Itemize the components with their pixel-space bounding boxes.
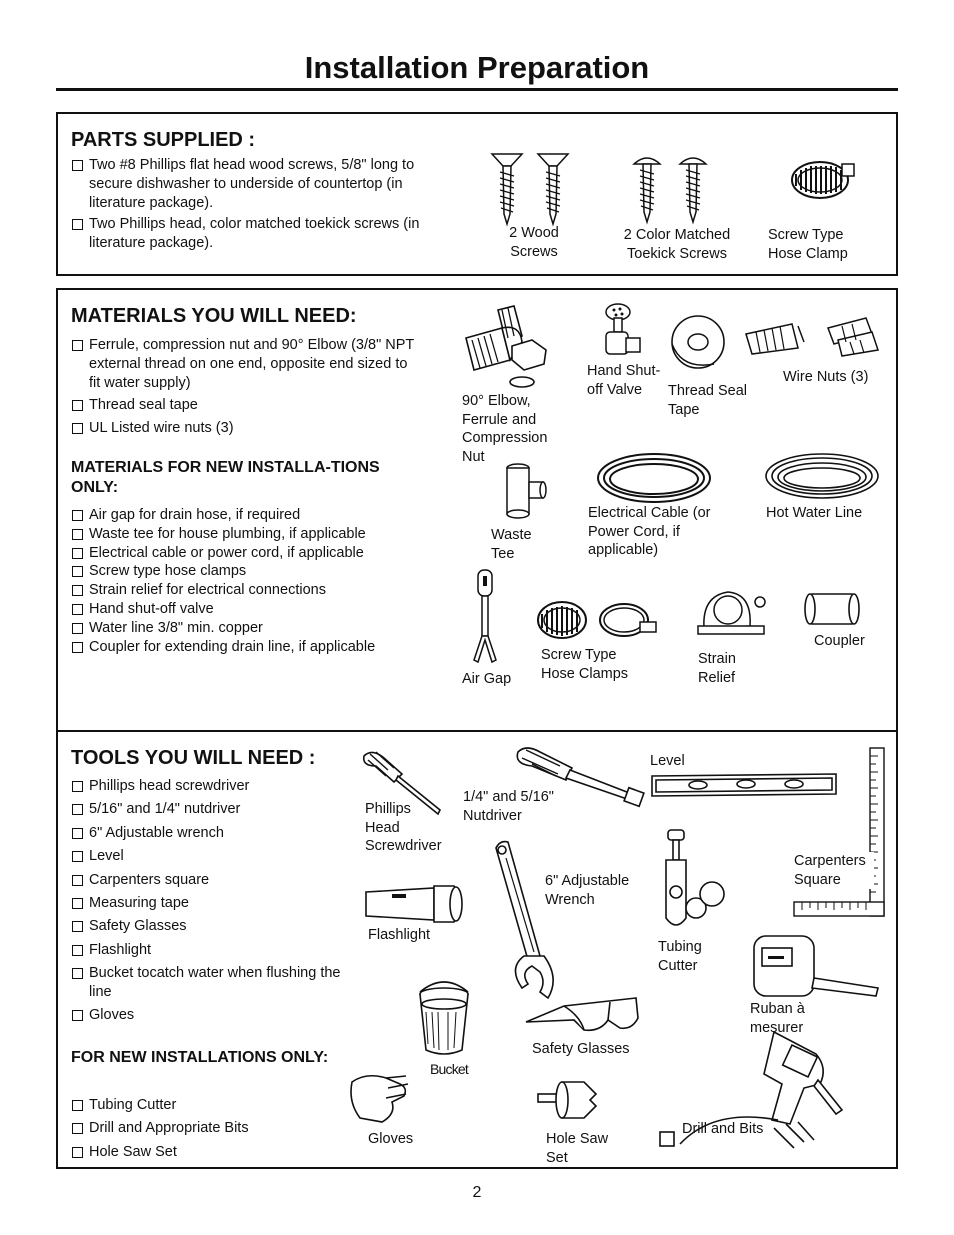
materials-new-item: Screw type hose clamps [71,562,431,581]
drill-label: Drill and Bits [682,1121,764,1137]
thread-seal-tape-icon [668,314,726,374]
materials-new-item: Waste tee for house plumbing, if applicable [71,525,431,544]
tape-measure-label: Ruban à mesurer [750,1001,805,1036]
parts-item: Two #8 Phillips flat head wood screws, 5/8" long to secure dishwasher to underside of countertop (in literature package). [71,156,433,212]
screwdriver-label: Phillips Head Screwdriver [365,801,442,854]
coupler-label: Coupler [814,633,865,649]
hose-clamps-label: Screw Type Hose Clamps [541,647,629,682]
flashlight-icon [362,884,468,924]
electrical-cable-icon [594,450,716,510]
materials-new-item: Air gap for drain hose, if required [71,506,431,525]
tools-box [56,730,898,1169]
waste-tee-label: Waste Tee [491,527,532,562]
hole-saw-label: Hole Saw Set [546,1131,609,1166]
valve-label: Hand Shut-off Valve [587,363,661,398]
tools-list [71,777,341,1025]
cable-label: Electrical Cable (or Power Cord, if applicable) [588,505,711,558]
page-number: 2 [472,1184,482,1201]
materials-new-item: Hand shut-off valve [71,600,431,619]
coupler-icon [802,590,862,630]
materials-item: Ferrule, compression nut and 90° Elbow (3/8" NPT external thread on one end, opposite end sized to fit water supply) [71,336,421,392]
tools-new-list [71,1096,341,1162]
toekick-screws-icon [628,152,718,227]
hose-clamp-icon [788,154,858,204]
materials-new-item: Water line 3/8" min. copper [71,619,431,638]
parts-supplied-title: PARTS SUPPLIED : [71,129,256,151]
wire-nuts-icon [742,304,882,364]
materials-list [71,336,421,438]
bucket-label: Bucket [430,1061,468,1077]
strain-relief-icon [694,586,772,648]
carpenters-square-icon [792,746,890,918]
wood-screws-label: 2 Wood Screws [509,225,559,260]
tools-new-item: Tubing Cutter [71,1096,341,1115]
strain-relief-label: Strain Relief [698,651,736,686]
level-label: Level [650,753,685,769]
square-label: Carpenters Square [794,852,874,889]
tools-new-item: Drill and Appropriate Bits [71,1119,341,1138]
materials-new-item: Electrical cable or power cord, if applicable [71,544,431,563]
bucket-icon [412,978,476,1058]
tape-label: Thread Seal Tape [668,383,747,418]
glasses-label: Safety Glasses [532,1041,630,1057]
materials-item: Thread seal tape [71,396,421,415]
tools-item: Level [71,847,341,866]
tubing-cutter-icon [656,828,730,938]
wood-screws-icon [488,152,578,227]
hot-water-label: Hot Water Line [766,505,863,521]
tools-item: Phillips head screwdriver [71,777,341,796]
parts-list [71,156,433,253]
tools-item: Safety Glasses [71,917,341,936]
tools-title: TOOLS YOU WILL NEED : [71,747,316,769]
title-rule [56,88,898,91]
tools-item: Bucket tocatch water when flushing the line [71,964,341,1002]
tubing-cutter-label: Tubing Cutter [658,939,702,974]
shutoff-valve-icon [598,302,644,362]
hot-water-line-icon [762,450,882,506]
adjustable-wrench-icon [488,838,568,1002]
air-gap-label: Air Gap [462,671,512,687]
elbow-fitting-icon [462,302,552,392]
air-gap-icon [468,568,508,666]
nutdriver-label: 1/4" and 5/16" Nutdriver [463,789,554,824]
tools-item: Gloves [71,1006,341,1025]
parts-item: Two Phillips head, color matched toekick screws (in literature package). [71,215,433,253]
toekick-screws-label: 2 Color Matched Toekick Screws [623,227,731,262]
gloves-icon [346,1070,412,1130]
elbow-label: 90° Elbow, Ferrule and Compression Nut [462,393,548,465]
materials-item: UL Listed wire nuts (3) [71,419,421,438]
hole-saw-icon [536,1072,600,1126]
tape-measure-icon [748,928,884,1008]
materials-title: MATERIALS YOU WILL NEED: [71,305,357,327]
safety-glasses-icon [524,994,642,1038]
tools-item: Carpenters square [71,871,341,890]
tools-item: Measuring tape [71,894,341,913]
gloves-label: Gloves [368,1131,414,1147]
hose-clamp-label: Screw Type Hose Clamp [768,227,848,262]
flashlight-label: Flashlight [368,927,431,943]
page-title: Installation Preparation [304,50,650,85]
hose-clamps-icon [536,596,666,646]
materials-box [56,288,898,732]
materials-new-item: Coupler for extending drain line, if applicable [71,638,431,657]
tools-item: 5/16" and 1/4" nutdriver [71,800,341,819]
tools-new-item: Hole Saw Set [71,1143,341,1162]
materials-new-title: MATERIALS FOR NEW INSTALLA-TIONS ONLY: [71,459,380,496]
materials-new-item: Strain relief for electrical connections [71,581,431,600]
parts-supplied-box [56,112,898,276]
tools-new-title: FOR NEW INSTALLATIONS ONLY: [71,1049,329,1066]
wire-nuts-label: Wire Nuts (3) [783,369,869,385]
tools-item: 6" Adjustable wrench [71,824,341,843]
waste-tee-icon [498,462,548,522]
materials-new-list [71,506,431,656]
tools-item: Flashlight [71,941,341,960]
wrench-label: 6" Adjustable Wrench [545,873,630,908]
